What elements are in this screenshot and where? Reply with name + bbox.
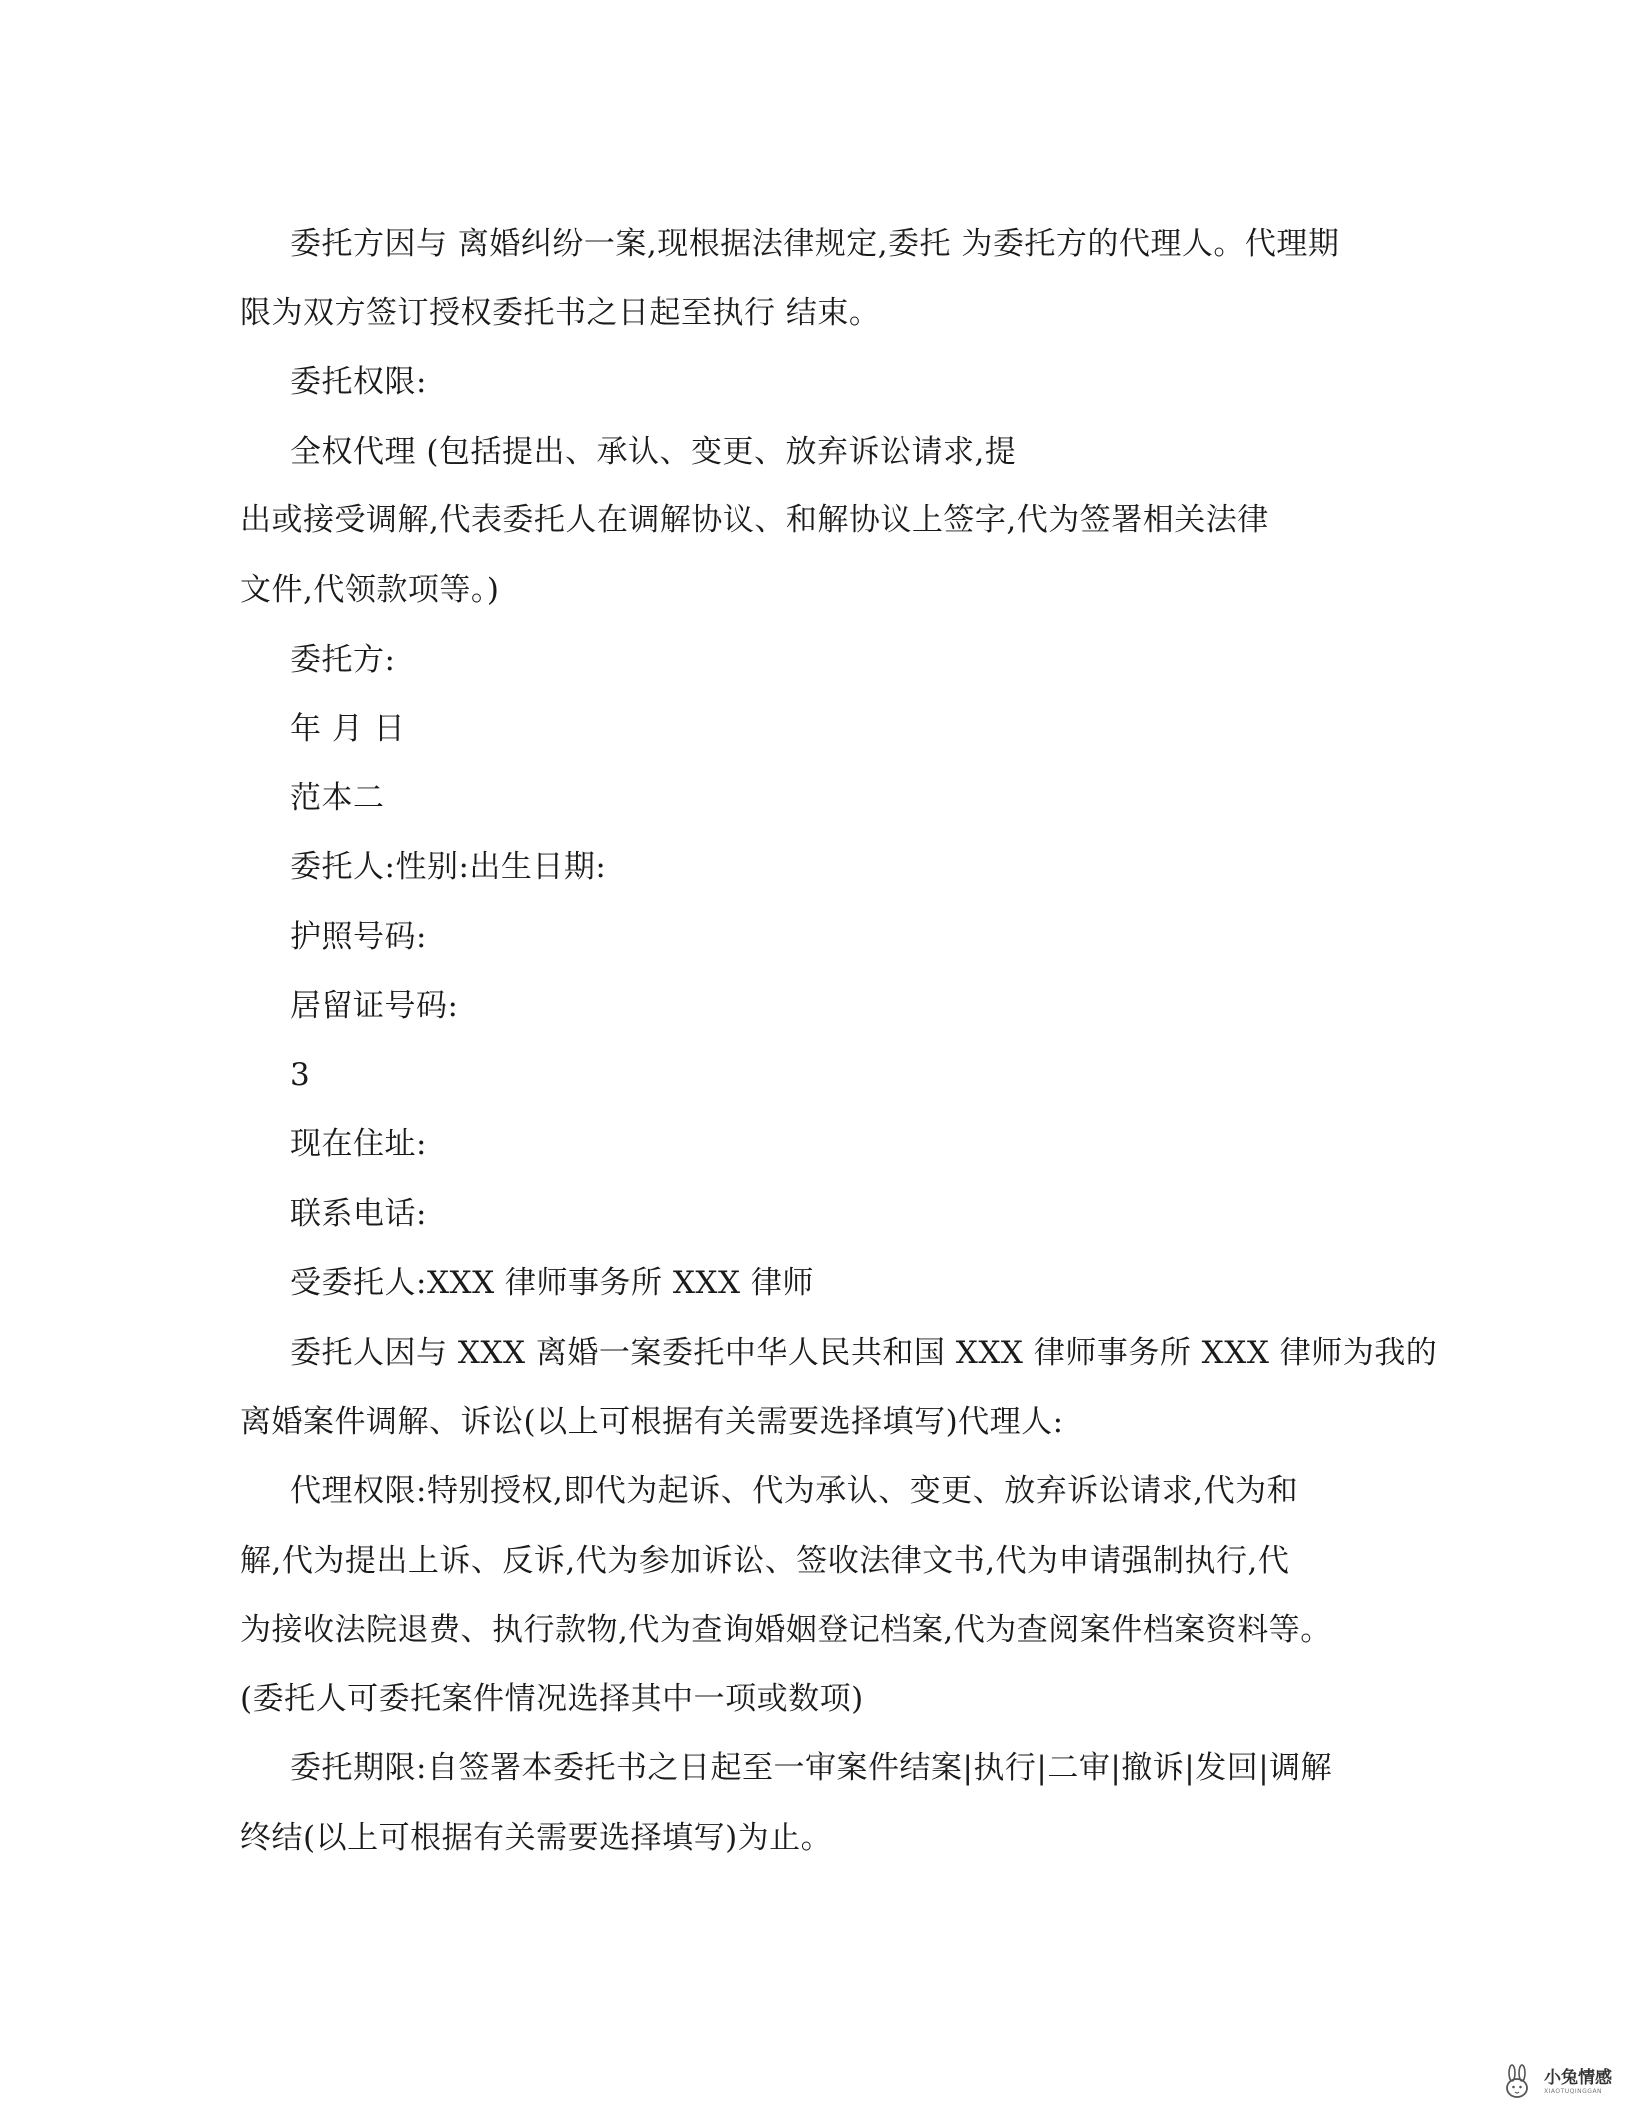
paragraph-line: 代理权限:特别授权,即代为起诉、代为承认、变更、放弃诉讼请求,代为和 [290,1473,1299,1509]
paragraph-line: 离婚案件调解、诉讼(以上可根据有关需要选择填写)代理人: [240,1404,1064,1440]
paragraph-line: 委托方因与 离婚纠纷一案,现根据法律规定,委托 为委托方的代理人。代理期 [290,226,1340,262]
watermark [1500,2064,1612,2100]
rabbit-icon [1500,2064,1536,2100]
page-number: 3 [290,1057,311,1093]
paragraph-line: 护照号码: [290,919,427,955]
watermark-text [1544,2068,1612,2096]
paragraph-line: (委托人可委托案件情况选择其中一项或数项) [240,1681,864,1717]
paragraph-line: 委托期限:自签署本委托书之日起至一审案件结案|执行|二审|撤诉|发回|调解 [290,1750,1333,1786]
paragraph-line: 全权代理 (包括提出、承认、变更、放弃诉讼请求,提 [290,434,1017,470]
paragraph-line: 文件,代领款项等。) [240,572,500,608]
section-heading: 范本二 [290,780,385,816]
paragraph-line: 委托权限: [290,364,427,400]
paragraph-line: 出或接受调解,代表委托人在调解协议、和解协议上签字,代为签署相关法律 [240,502,1269,538]
paragraph-line: 年 月 日 [290,711,406,747]
watermark-subtitle: XIAOTUQINGGAN [1544,2088,1603,2095]
paragraph-line: 委托人因与 XXX 离婚一案委托中华人民共和国 XXX 律师事务所 XXX 律师为我的 [290,1335,1438,1371]
paragraph-line: 委托人:性别:出生日期: [290,849,607,885]
paragraph-line: 解,代为提出上诉、反诉,代为参加诉讼、签收法律文书,代为申请强制执行,代 [240,1543,1290,1579]
paragraph-line: 终结(以上可根据有关需要选择填写)为止。 [240,1820,833,1856]
paragraph-line: 现在住址: [290,1126,427,1162]
paragraph-line: 为接收法院退费、执行款物,代为查询婚姻登记档案,代为查阅案件档案资料等。 [240,1612,1332,1648]
paragraph-line: 受委托人:XXX 律师事务所 XXX 律师 [290,1265,814,1301]
paragraph-line: 居留证号码: [290,988,459,1024]
paragraph-line: 限为双方签订授权委托书之日起至执行 结束。 [240,295,881,331]
paragraph-line: 联系电话: [290,1196,427,1232]
watermark-title: 小兔情感 [1544,2068,1612,2088]
paragraph-line: 委托方: [290,642,396,678]
